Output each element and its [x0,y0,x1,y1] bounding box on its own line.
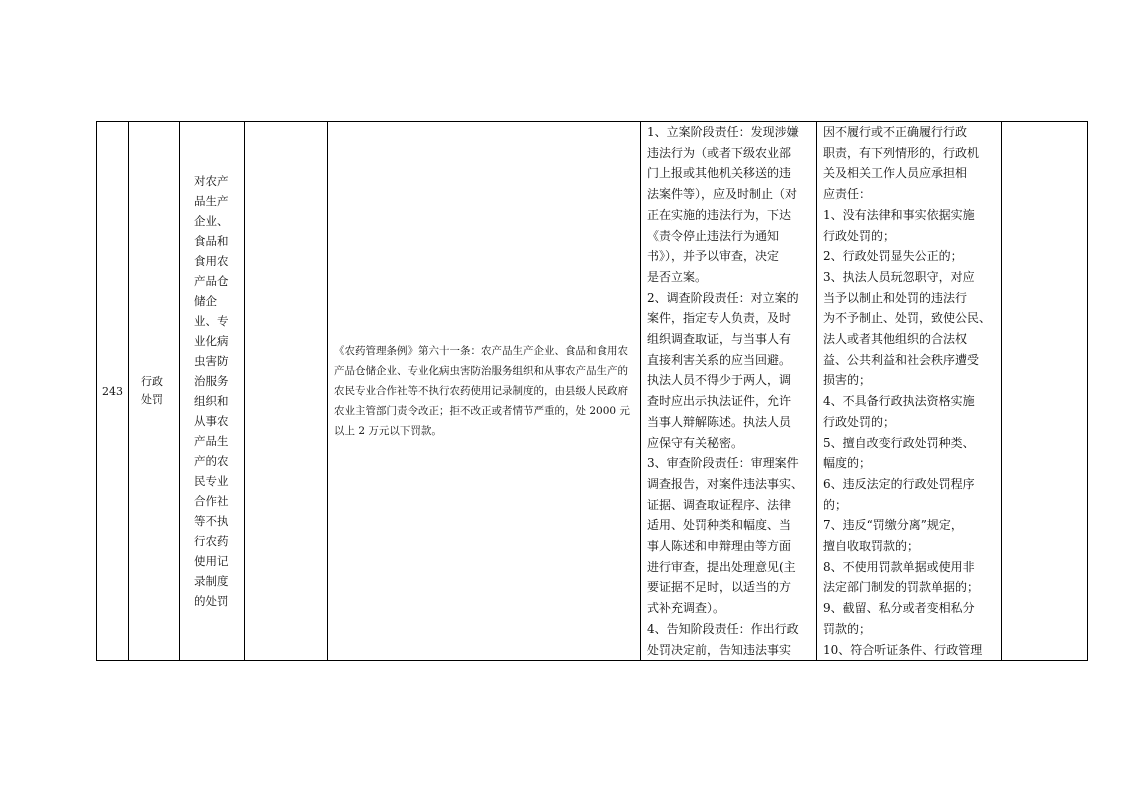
responsibility-line: 正在实施的违法行为，下达 [647,207,792,222]
accountability-line: 为不予制止、处罚，致使公民、 [823,311,992,326]
accountability-line: 幅度的； [823,456,872,471]
accountability-line: 1、没有法律和事实依据实施 [823,207,975,222]
responsibility-line: 应保守有关秘密。 [647,435,744,450]
responsibility-line: 直接利害关系的应当回避。 [647,352,792,367]
accountability-line: 9、截留、私分或者变相私分 [823,601,975,616]
accountability-line: 职责，有下列情形的，行政机 [823,145,980,160]
accountability-line: 6、违反法定的行政处罚程序 [823,476,975,491]
accountability-line: 行政处罚的； [823,414,896,429]
permission-table [96,121,1088,661]
responsibility-line: 违法行为（或者下级农业部 [647,145,792,160]
table-row [97,122,1088,661]
accountability-line: 4、不具备行政执法资格实施 [823,394,975,409]
category-text: 行政处罚 [141,375,163,406]
responsibility-line: 事人陈述和申辩理由等方面 [647,539,792,554]
accountability-line: 3、执法人员玩忽职守，对应 [823,269,975,284]
remarks-cell [1002,122,1088,661]
accountability-line: 罚款的； [823,621,872,636]
responsibility-line: 4、告知阶段责任：作出行政 [647,621,799,636]
basis-cell [328,122,641,661]
responsibility-line: 要证据不足时，以适当的方 [647,580,792,595]
accountability-cell [817,122,1002,661]
responsibility-line: 法案件等），应及时制止（对 [647,187,798,202]
responsibility-line: 式补充调查）。 [647,601,726,616]
accountability-line: 当予以制止和处罚的违法行 [823,290,968,305]
responsibility-line: 书》），并予以审查，决定 [647,249,780,264]
responsibility-line: 执法人员不得少于两人，调 [647,373,792,388]
responsibility-text [641,122,816,660]
responsibility-line: 《责令停止违法行为通知 [647,228,780,243]
responsibility-line: 处罚决定前，告知违法事实 [647,642,792,657]
item-name-text: 对农产品生产企业、食品和食用农产品仓储企业、专业化病虫害防治服务组织和从事农产品生产的农民专业合作社等不执行农药使用记录制度的处罚 [194,174,229,608]
responsibility-line: 适用、处罚种类和幅度、当 [647,518,792,533]
responsibility-line: 案件，指定专人负责，及时 [647,311,792,326]
accountability-line: 擅自收取罚款的； [823,539,920,554]
accountability-line: 损害的； [823,373,872,388]
accountability-line: 2、行政处罚显失公正的； [823,249,963,264]
sub-item-cell [245,122,328,661]
row-number-cell [97,122,129,661]
accountability-line: 5、擅自改变行政处罚种类、 [823,435,975,450]
accountability-line: 8、不使用罚款单据或使用非 [823,559,975,574]
responsibility-cell [641,122,817,661]
responsibility-line: 3、审查阶段责任：审理案件 [647,456,799,471]
accountability-line: 行政处罚的； [823,228,896,243]
responsibility-line: 查时应出示执法证件，允许 [647,394,792,409]
basis-text: 《农药管理条例》第六十一条：农产品生产企业、食品和食用农产品仓储企业、专业化病虫害防治服务组织和从事农产品生产的农民专业合作社等不执行农药使用记录制度的，由县级人民政府农业主管部门责令改正；拒不改正或者情节严重的，处 2000 元以上 2 万元以下罚款。 [334,345,630,437]
responsibility-line: 门上报或其他机关移送的违 [647,166,792,181]
accountability-line: 法人或者其他组织的合法权 [823,332,968,347]
row-number: 243 [102,384,123,398]
accountability-line: 的； [823,497,848,512]
accountability-line: 7、违反“罚缴分离”规定， [823,518,963,533]
responsibility-line: 证据、调查取证程序、法律 [647,497,792,512]
responsibility-line: 组织调查取证，与当事人有 [647,332,792,347]
accountability-line: 10、符合听证条件、行政管理 [823,642,983,657]
responsibility-line: 进行审查，提出处理意见(主 [647,559,796,574]
responsibility-line: 2、调查阶段责任：对立案的 [647,290,799,305]
responsibility-line: 当事人辩解陈述。执法人员 [647,414,792,429]
accountability-line: 益、公共利益和社会秩序遭受 [823,352,980,367]
accountability-line: 关及相关工作人员应承担相 [823,166,968,181]
item-name-cell [180,122,245,661]
accountability-line: 应责任： [823,187,872,202]
accountability-text [817,122,1001,660]
accountability-line: 因不履行或不正确履行行政 [823,125,968,139]
responsibility-line: 是否立案。 [647,269,708,284]
responsibility-line: 调查报告，对案件违法事实、 [647,476,804,491]
category-cell [129,122,180,661]
responsibility-line: 1、立案阶段责任：发现涉嫌 [647,125,799,139]
accountability-line: 法定部门制发的罚款单据的； [823,580,980,595]
